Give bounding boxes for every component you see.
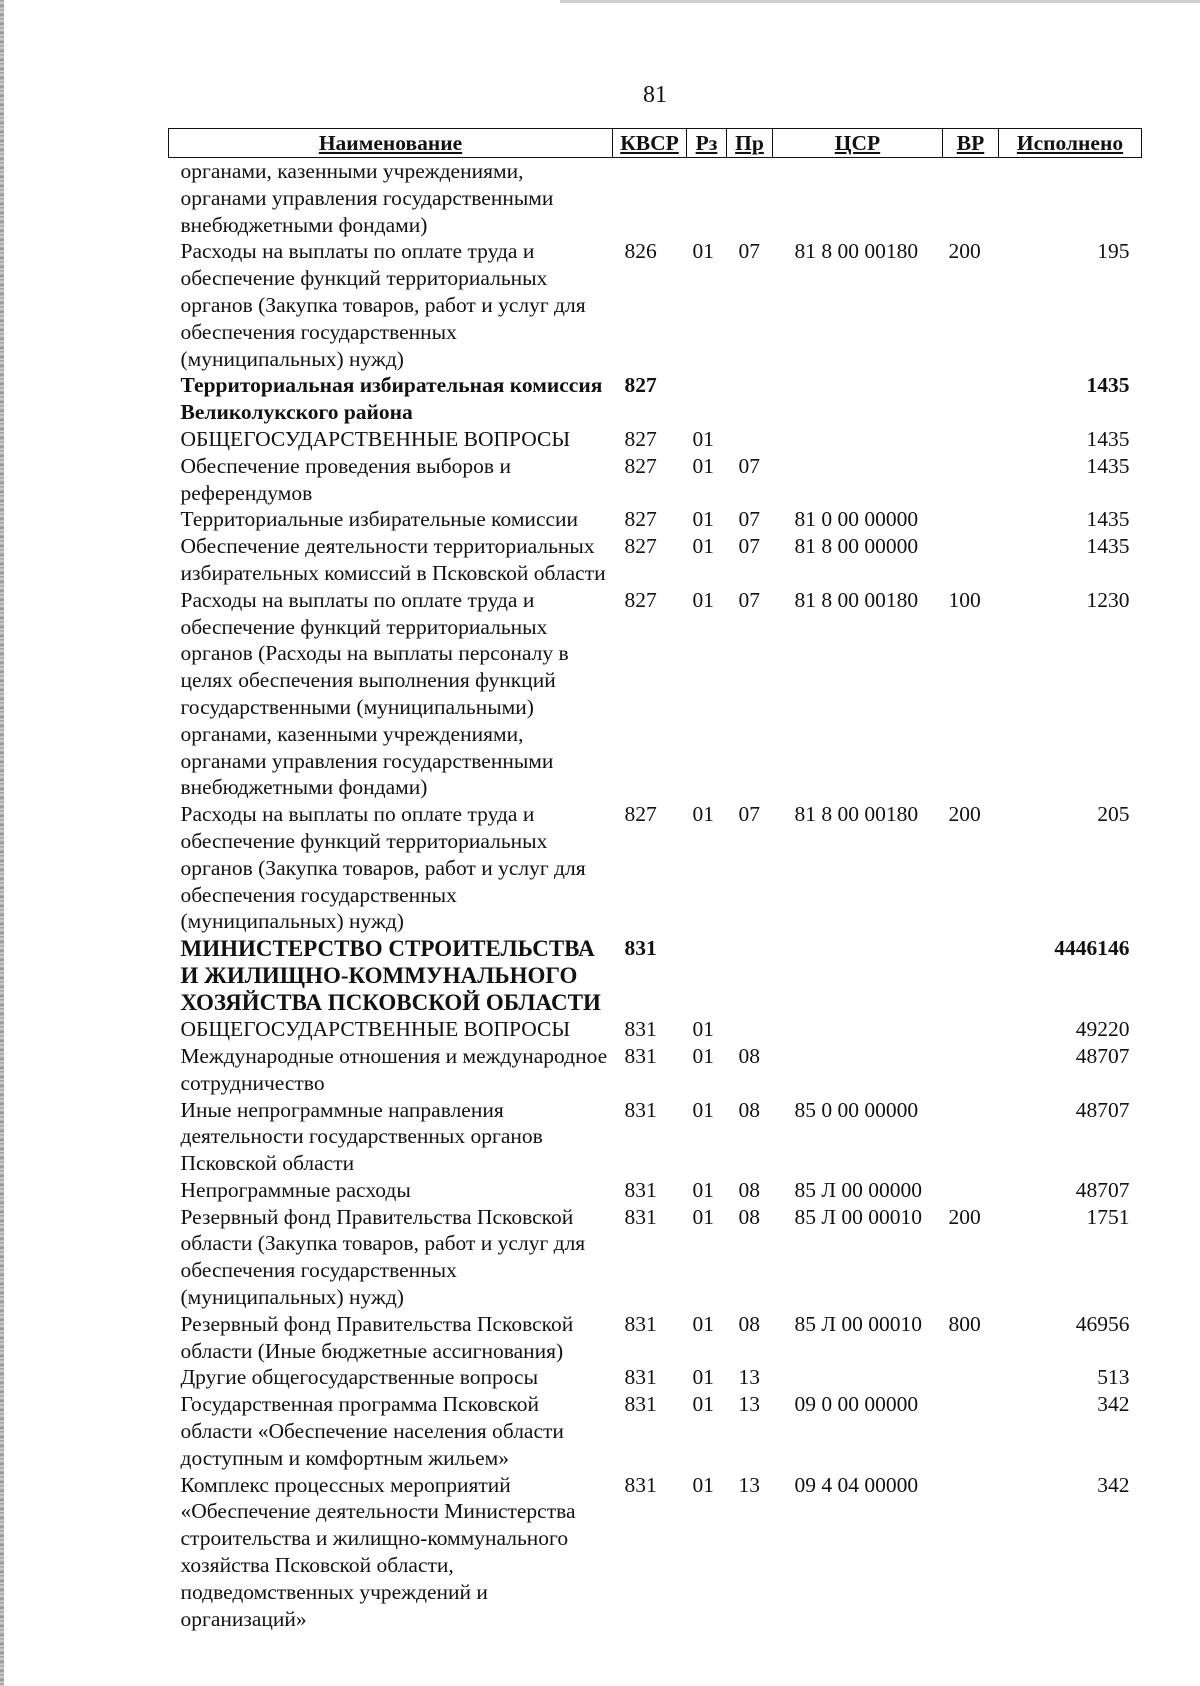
cell-ispolneno: 513 xyxy=(1097,1365,1130,1390)
table-row xyxy=(169,372,1142,426)
cell-kvsr: 827 xyxy=(624,453,657,478)
cell-pr: 07 xyxy=(738,507,760,532)
cell-pr: 08 xyxy=(738,1097,760,1122)
cell-kvsr xyxy=(613,158,687,239)
cell-rz: 01 xyxy=(692,1043,714,1068)
cell-rz: 01 xyxy=(692,426,714,451)
table-row xyxy=(169,238,1142,372)
scan-edge-artifact xyxy=(0,0,4,1686)
cell-name: Комплекс процессных мероприятий «Обеспечение деятельности Министерства строительства и жилищно-коммунального хозяйства Псковской области, подведомственных учреждений и организаций» xyxy=(180,1472,576,1631)
cell-kvsr: 827 xyxy=(624,373,657,398)
cell-kvsr: 831 xyxy=(624,1017,657,1042)
cell-pr: 08 xyxy=(738,1043,760,1068)
cell-vr xyxy=(943,1177,999,1204)
cell-kvsr: 827 xyxy=(624,426,657,451)
header-rz: Рз xyxy=(687,129,727,158)
cell-pr xyxy=(727,426,773,453)
cell-csr: 81 8 00 00000 xyxy=(794,534,919,559)
cell-name: Иные непрограммные направления деятельности государственных органов Псковской области xyxy=(180,1097,543,1176)
header-ispolneno: Исполнено xyxy=(999,129,1142,158)
scan-top-edge-artifact xyxy=(560,0,1200,3)
cell-ispolneno: 1230 xyxy=(1086,587,1130,612)
cell-rz: 01 xyxy=(692,507,714,532)
cell-pr: 13 xyxy=(738,1392,760,1417)
cell-csr xyxy=(773,426,943,453)
cell-pr xyxy=(727,1016,773,1043)
cell-ispolneno: 342 xyxy=(1097,1472,1130,1497)
cell-ispolneno: 1435 xyxy=(1086,453,1130,478)
cell-ispolneno: 48707 xyxy=(1075,1043,1130,1068)
cell-csr xyxy=(773,1043,943,1097)
cell-rz: 01 xyxy=(692,534,714,559)
cell-csr: 81 8 00 00180 xyxy=(794,239,919,264)
cell-csr: 81 0 00 00000 xyxy=(794,507,919,532)
cell-ispolneno: 49220 xyxy=(1075,1017,1130,1042)
header-name: Наименование xyxy=(169,129,613,158)
cell-csr xyxy=(773,453,943,507)
cell-ispolneno: 1435 xyxy=(1086,534,1130,559)
header-pr: Пр xyxy=(727,129,773,158)
budget-execution-table xyxy=(168,128,1142,1632)
table-body xyxy=(169,158,1142,1633)
cell-name: ОБЩЕГОСУДАРСТВЕННЫЕ ВОПРОСЫ xyxy=(180,426,571,451)
cell-vr xyxy=(943,1043,999,1097)
cell-name: Обеспечение деятельности территориальных избирательных комиссий в Псковской области xyxy=(180,534,606,585)
table-row xyxy=(169,1391,1142,1471)
header-kvsr: КВСР xyxy=(613,129,687,158)
cell-vr: 100 xyxy=(948,587,981,612)
page-number: 81 xyxy=(643,82,667,108)
cell-vr xyxy=(943,533,999,587)
cell-name: Другие общегосударственные вопросы xyxy=(180,1365,539,1390)
cell-kvsr: 827 xyxy=(624,534,657,559)
cell-pr: 08 xyxy=(738,1311,760,1336)
cell-rz: 01 xyxy=(692,239,714,264)
cell-rz: 01 xyxy=(692,1392,714,1417)
cell-name: Международные отношения и международное сотрудничество xyxy=(180,1043,608,1095)
cell-name: Обеспечение проведения выборов и референдумов xyxy=(180,453,511,505)
cell-kvsr: 831 xyxy=(624,1472,657,1497)
cell-pr: 08 xyxy=(738,1177,760,1202)
cell-kvsr: 827 xyxy=(624,587,657,612)
table-row xyxy=(169,1364,1142,1391)
table-row xyxy=(169,1097,1142,1177)
cell-csr: 85 Л 00 00010 xyxy=(794,1311,922,1336)
cell-kvsr: 827 xyxy=(624,802,657,827)
cell-kvsr: 831 xyxy=(624,936,657,961)
cell-pr: 07 xyxy=(738,802,760,827)
cell-name: Территориальные избирательные комиссии xyxy=(180,507,579,532)
cell-rz: 01 xyxy=(692,1311,714,1336)
cell-ispolneno: 4446146 xyxy=(1054,936,1130,961)
table-row xyxy=(169,453,1142,507)
cell-name: Расходы на выплаты по оплате труда и обеспечение функций территориальных органов (Закупка товаров, работ и услуг для обеспечения государственных (муниципальных) нужд) xyxy=(180,802,586,934)
cell-vr xyxy=(943,1016,999,1043)
cell-ispolneno: 1435 xyxy=(1086,426,1130,451)
table-row xyxy=(169,1016,1142,1043)
cell-kvsr: 831 xyxy=(624,1204,657,1229)
cell-csr xyxy=(773,935,943,1016)
cell-pr xyxy=(727,935,773,1016)
cell-kvsr: 831 xyxy=(624,1177,657,1202)
cell-csr: 81 8 00 00180 xyxy=(794,802,919,827)
cell-name: Территориальная избирательная комиссия Великолукского района xyxy=(180,373,603,425)
table-row xyxy=(169,801,1142,935)
header-csr: ЦСР xyxy=(773,129,943,158)
cell-rz: 01 xyxy=(692,1472,714,1497)
table-header xyxy=(169,129,1142,158)
cell-pr: 07 xyxy=(738,534,760,559)
cell-vr: 200 xyxy=(948,802,981,827)
cell-csr xyxy=(773,1364,943,1391)
cell-kvsr: 826 xyxy=(624,239,657,264)
cell-ispolneno: 46956 xyxy=(1075,1311,1130,1336)
cell-pr: 07 xyxy=(738,239,760,264)
cell-pr xyxy=(727,158,773,239)
cell-csr: 85 0 00 00000 xyxy=(794,1097,919,1122)
cell-csr: 09 4 04 00000 xyxy=(794,1472,919,1497)
cell-vr xyxy=(943,506,999,533)
cell-kvsr: 827 xyxy=(624,507,657,532)
cell-kvsr: 831 xyxy=(624,1043,657,1068)
cell-kvsr: 831 xyxy=(624,1097,657,1122)
cell-ispolneno: 1751 xyxy=(1086,1204,1130,1229)
cell-pr: 07 xyxy=(738,453,760,478)
cell-name: Государственная программа Псковской области «Обеспечение населения области доступным и комфортным жильем» xyxy=(180,1392,564,1470)
cell-csr: 85 Л 00 00000 xyxy=(794,1177,922,1202)
cell-rz xyxy=(687,158,727,239)
cell-csr: 81 8 00 00180 xyxy=(794,587,919,612)
cell-name: Резервный фонд Правительства Псковской области (Иные бюджетные ассигнования) xyxy=(180,1311,574,1363)
cell-rz: 01 xyxy=(692,587,714,612)
cell-ispolneno xyxy=(999,158,1142,239)
cell-pr: 13 xyxy=(738,1365,760,1390)
cell-pr: 08 xyxy=(738,1204,760,1229)
cell-pr: 13 xyxy=(738,1472,760,1497)
cell-kvsr: 831 xyxy=(624,1392,657,1417)
cell-vr xyxy=(943,1364,999,1391)
cell-rz: 01 xyxy=(692,1204,714,1229)
cell-name: ОБЩЕГОСУДАРСТВЕННЫЕ ВОПРОСЫ xyxy=(180,1017,571,1042)
cell-vr xyxy=(943,372,999,426)
cell-name: Резервный фонд Правительства Псковской области (Закупка товаров, работ и услуг для обеспечения государственных (муниципальных) нужд) xyxy=(180,1204,586,1310)
cell-vr xyxy=(943,453,999,507)
table-row xyxy=(169,1204,1142,1311)
cell-name: МИНИСТЕРСТВО СТРОИТЕЛЬСТВА И ЖИЛИЩНО-КОММУНАЛЬНОГО ХОЗЯЙСТВА ПСКОВСКОЙ ОБЛАСТИ xyxy=(180,936,601,1016)
cell-rz: 01 xyxy=(692,1017,714,1042)
table-row xyxy=(169,587,1142,801)
cell-pr: 07 xyxy=(738,587,760,612)
header-vr: ВР xyxy=(943,129,999,158)
cell-ispolneno: 205 xyxy=(1097,802,1130,827)
table-row xyxy=(169,426,1142,453)
cell-vr xyxy=(943,1391,999,1471)
cell-vr xyxy=(943,935,999,1016)
cell-rz: 01 xyxy=(692,453,714,478)
table-row xyxy=(169,533,1142,587)
cell-kvsr: 831 xyxy=(624,1311,657,1336)
cell-kvsr: 831 xyxy=(624,1365,657,1390)
cell-vr xyxy=(943,1097,999,1177)
cell-rz: 01 xyxy=(692,1097,714,1122)
cell-rz xyxy=(687,935,727,1016)
table-header-row xyxy=(169,129,1142,158)
table-row xyxy=(169,1043,1142,1097)
cell-vr xyxy=(943,1472,999,1633)
cell-ispolneno: 48707 xyxy=(1075,1097,1130,1122)
cell-vr: 200 xyxy=(948,1204,981,1229)
cell-pr xyxy=(727,372,773,426)
cell-csr: 85 Л 00 00010 xyxy=(794,1204,922,1229)
cell-ispolneno: 1435 xyxy=(1086,373,1130,398)
cell-ispolneno: 195 xyxy=(1097,239,1130,264)
cell-ispolneno: 342 xyxy=(1097,1392,1130,1417)
cell-ispolneno: 48707 xyxy=(1075,1177,1130,1202)
cell-csr: 09 0 00 00000 xyxy=(794,1392,919,1417)
cell-rz xyxy=(687,372,727,426)
cell-csr xyxy=(773,1016,943,1043)
cell-vr xyxy=(943,158,999,239)
table-row xyxy=(169,935,1142,1016)
cell-vr: 800 xyxy=(948,1311,981,1336)
cell-csr xyxy=(773,158,943,239)
cell-name: органами, казенными учреждениями, органами управления государственными внебюджетными фондами) xyxy=(180,159,554,237)
cell-name: Непрограммные расходы xyxy=(180,1177,411,1202)
table-row xyxy=(169,1177,1142,1204)
cell-name: Расходы на выплаты по оплате труда и обеспечение функций территориальных органов (Расходы на выплаты персоналу в целях обеспечения выполнения функций государственными (муниципальными) органами, казенными учреждениями, органами управления государственными внебюджетными фондами) xyxy=(180,587,569,800)
table-row xyxy=(169,158,1142,239)
cell-rz: 01 xyxy=(692,1365,714,1390)
table-row xyxy=(169,506,1142,533)
cell-vr: 200 xyxy=(948,239,981,264)
cell-vr xyxy=(943,426,999,453)
cell-rz: 01 xyxy=(692,1177,714,1202)
cell-csr xyxy=(773,372,943,426)
table-row xyxy=(169,1472,1142,1633)
cell-rz: 01 xyxy=(692,802,714,827)
table-row xyxy=(169,1311,1142,1365)
cell-ispolneno: 1435 xyxy=(1086,507,1130,532)
cell-name: Расходы на выплаты по оплате труда и обеспечение функций территориальных органов (Закупка товаров, работ и услуг для обеспечения государственных (муниципальных) нужд) xyxy=(180,239,586,371)
